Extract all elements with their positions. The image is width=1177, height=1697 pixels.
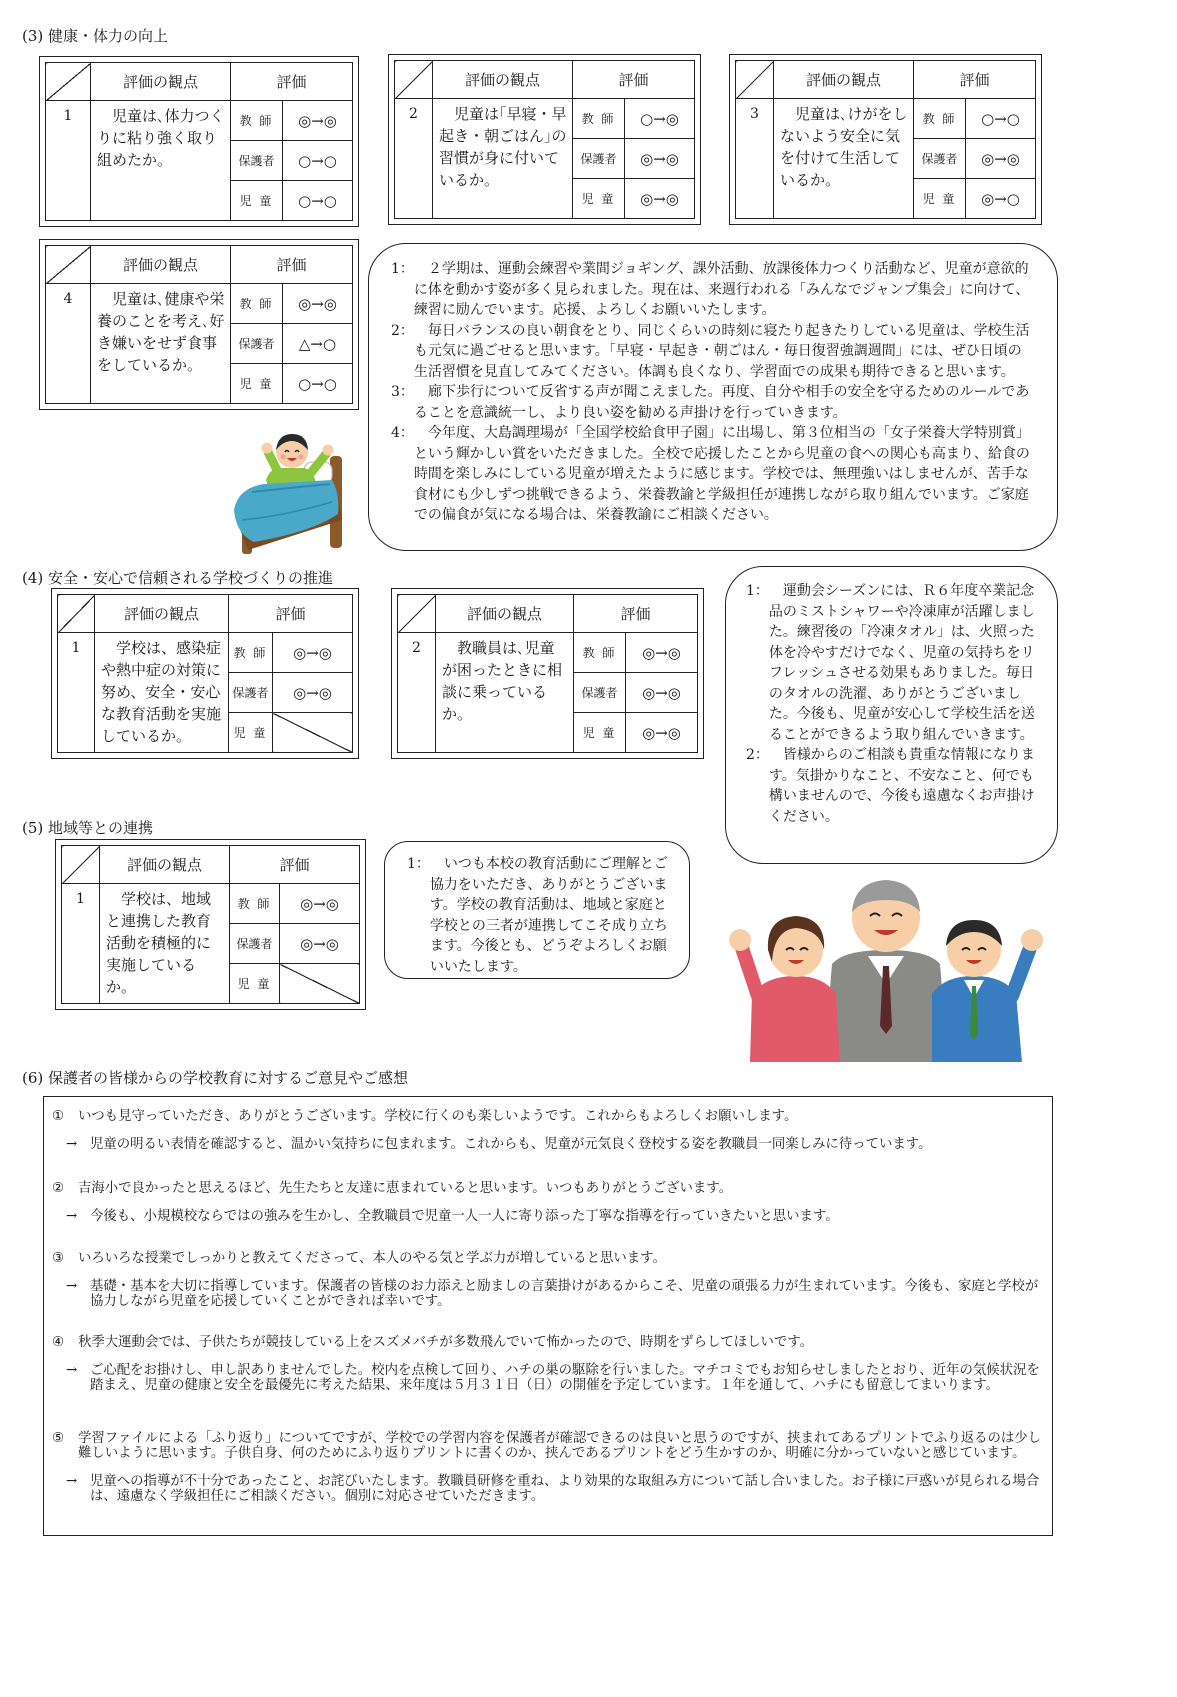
parent-label: 保護者 <box>574 673 626 713</box>
rating-header: 評価 <box>230 846 360 884</box>
opinion-text: いろいろな授業でしっかりと教えてくださって、本人のやる気と学ぶ力が増していると思います。 <box>78 1251 666 1266</box>
viewpoint-header: 評価の観点 <box>100 846 230 884</box>
item-number: 3 <box>736 99 774 219</box>
child-rating: ◎→◎ <box>626 713 698 753</box>
parent-label: 保護者 <box>229 673 273 713</box>
opinion-text: 吉海小で良かったと思えるほど、先生たちと友達に恵まれていると思います。いつもありがとうございます。 <box>78 1181 732 1196</box>
child-rating-blank <box>280 964 360 1004</box>
comment-item <box>746 745 1043 827</box>
rating-header: 評価 <box>914 61 1036 99</box>
viewpoint-header: 評価の観点 <box>95 595 229 633</box>
eval-table-4-1 <box>57 594 353 753</box>
rating-header: 評価 <box>231 246 353 284</box>
child-label: 児 童 <box>229 713 273 753</box>
parent-rating: ◎→◎ <box>273 673 353 713</box>
child-rating: ○→○ <box>283 364 353 404</box>
opinion-number: ③ <box>52 1251 65 1266</box>
opinion-item <box>52 1431 1044 1504</box>
opinion-text: 秋季大運動会では、子供たちが競技している上をスズメバチが多数飛んでいて怖かったので、時期をずらしてほしいです。 <box>78 1335 814 1350</box>
child-rating: ○→○ <box>283 181 353 221</box>
comment-text: 今年度、大島調理場が「全国学校給食甲子園」に出場し、第３位相当の「女子栄養大学特別賞」という輝かしい賞をいただきました。全校で応援したことから児童の食への関心も高まり、給食の時間を楽しみにしている児童が増えたように感じます。学校では、無理強いはしませんが、苦手な食材にも少しずつ挑戦できるよう、栄養教諭と学級担任が連携しながら取り組んでいます。ご家庭での偏食が気になる場合は、栄養教諭にご相談ください。 <box>413 425 1030 523</box>
child-rating: ◎→○ <box>966 179 1036 219</box>
section4-comment-box <box>725 566 1058 864</box>
teacher-rating: ◎→◎ <box>626 633 698 673</box>
corner-cell <box>46 63 91 101</box>
comment-number: 2： <box>391 322 414 339</box>
item-number: 4 <box>46 284 91 404</box>
opinion-item <box>52 1109 1044 1152</box>
viewpoint-text: 教職員は､児童が困ったときに相談に乗っているか。 <box>436 633 574 753</box>
viewpoint-header: 評価の観点 <box>91 63 231 101</box>
viewpoint-header: 評価の観点 <box>433 61 573 99</box>
corner-cell <box>395 61 433 99</box>
eval-table-5-1 <box>61 845 360 1004</box>
teacher-label: 教 師 <box>914 99 966 139</box>
child-label: 児 童 <box>231 181 283 221</box>
rating-header: 評価 <box>229 595 353 633</box>
comment-number: 1： <box>746 583 769 599</box>
eval-table-3-1 <box>45 62 353 221</box>
viewpoint-header: 評価の観点 <box>91 246 231 284</box>
school-response: 基礎・基本を大切に指導しています。保護者の皆様のお力添えと励ましの言葉掛けがあるからこそ、児童の頑張る力が生まれています。今後も、家庭と学校が協力しながら児童を応援していくことができれば幸いです。 <box>90 1279 1039 1309</box>
eval-table-3-4 <box>45 245 353 404</box>
eval-table-4-2 <box>397 594 698 753</box>
corner-cell <box>46 246 91 284</box>
parent-label: 保護者 <box>231 324 283 364</box>
child-rating: ◎→◎ <box>625 179 695 219</box>
comment-item <box>391 259 1035 321</box>
parent-label: 保護者 <box>230 924 280 964</box>
comment-item <box>407 854 677 977</box>
parent-label: 保護者 <box>573 139 625 179</box>
corner-cell <box>58 595 95 633</box>
parent-rating: ◎→◎ <box>625 139 695 179</box>
viewpoint-text: 児童は､体力つくりに粘り強く取り組めたか。 <box>91 101 231 221</box>
comment-text: 廊下歩行について反省する声が聞こえました。再度、自分や相手の安全を守るためのルールであることを意識統一し、より良い姿を勧める声掛けを行っていきます。 <box>413 384 1030 421</box>
comment-text: 運動会シーズンには、Ｒ６年度卒業記念品のミストシャワーや冷凍庫が活躍しました。練習後の「冷凍タオル」は、火照った体を冷やすだけでなく、児童の気持ちをリフレッシュさせる効果もありました。毎日のタオルの洗濯、ありがとうございました。今後も、児童が安心して学校生活を送ることができるよう取り組んでいきます。 <box>768 583 1035 743</box>
comment-text: 皆様からのご相談も貴重な情報になります。気掛かりなこと、不安なこと、何でも構いませんので、今後も遠慮なくお声掛けください。 <box>768 747 1035 825</box>
school-response: 今後も、小規模校ならではの強みを生かし、全教職員で児童一人一人に寄り添った丁寧な指導を行っていきたいと思います。 <box>90 1209 839 1224</box>
item-number: 1 <box>58 633 95 753</box>
item-number: 1 <box>46 101 91 221</box>
teacher-label: 教 師 <box>229 633 273 673</box>
viewpoint-text: 児童は､健康や栄養のことを考え､好き嫌いをせず食事をしているか。 <box>91 284 231 404</box>
parent-rating: △→○ <box>283 324 353 364</box>
comment-number: 1： <box>407 856 430 872</box>
comment-item <box>391 382 1035 423</box>
rating-header: 評価 <box>573 61 695 99</box>
item-number: 2 <box>398 633 436 753</box>
section6-heading: (6) 保護者の皆様からの学校教育に対するご意見やご感想 <box>22 1069 409 1087</box>
comment-item <box>391 423 1035 526</box>
section4-heading: (4) 安全・安心で信頼される学校づくりの推進 <box>22 569 334 587</box>
parent-label: 保護者 <box>914 139 966 179</box>
teacher-rating: ◎→◎ <box>280 884 360 924</box>
rating-header: 評価 <box>574 595 698 633</box>
teacher-label: 教 師 <box>231 284 283 324</box>
viewpoint-text: 児童は､けがをしないよう安全に気を付けて生活しているか。 <box>774 99 914 219</box>
child-label: 児 童 <box>230 964 280 1004</box>
corner-cell <box>62 846 100 884</box>
arrow-icon: → <box>66 1474 78 1489</box>
teacher-label: 教 師 <box>573 99 625 139</box>
parent-rating: ◎→◎ <box>626 673 698 713</box>
cheering-people-illustration <box>728 866 1046 1062</box>
child-label: 児 童 <box>914 179 966 219</box>
section5-comment-box <box>384 841 690 979</box>
child-label: 児 童 <box>573 179 625 219</box>
comment-text: ２学期は、運動会練習や業間ジョギング、課外活動、放課後体力つくり活動など、児童が意欲的に体を動かす姿が多く見られました。現在は、来週行われる「みんなでジャンプ集会」に向けて、練習に励んでいます。応援、よろしくお願いいたします。 <box>413 261 1030 318</box>
section5-heading: (5) 地域等との連携 <box>22 819 154 837</box>
arrow-icon: → <box>66 1137 78 1152</box>
opinion-number: ⑤ <box>52 1431 65 1446</box>
school-response: 児童への指導が不十分であったこと、お詫びいたします。教職員研修を重ね、より効果的な取組み方について話し合いました。お子様に戸惑いが見られる場合は、遠慮なく学級担任にご相談ください。個別に対応させていただきます。 <box>90 1474 1040 1504</box>
parent-rating: ◎→◎ <box>966 139 1036 179</box>
arrow-icon: → <box>66 1279 78 1294</box>
comment-number: 1： <box>391 261 414 277</box>
viewpoint-text: 学校は、地域と連携した教育活動を積極的に実施しているか。 <box>100 884 230 1004</box>
opinions-box <box>43 1096 1053 1536</box>
opinion-number: ④ <box>52 1335 65 1350</box>
eval-table-3-3 <box>735 60 1036 219</box>
teacher-rating: ○→○ <box>966 99 1036 139</box>
opinion-item <box>52 1251 1044 1309</box>
opinion-text: 学習ファイルによる「ふり返り」についてですが、学校での学習内容を保護者が確認できるのは良いと思うのですが、挟まれてあるプリントでふり返るのは少し難しいように思います。子供自身、何のためにふり返りプリントに書くのか、挟んであるプリントをどう生かすのか、明確に分かっていないと感じています。 <box>78 1431 1042 1461</box>
rating-header: 評価 <box>231 63 353 101</box>
parent-rating: ◎→◎ <box>280 924 360 964</box>
child-label: 児 童 <box>231 364 283 404</box>
child-label: 児 童 <box>574 713 626 753</box>
school-response: 児童の明るい表情を確認すると、温かい気持ちに包まれます。これからも、児童が元気良く登校する姿を教職員一同楽しみに待っています。 <box>90 1137 932 1152</box>
viewpoint-header: 評価の観点 <box>774 61 914 99</box>
comment-item <box>391 321 1035 383</box>
opinion-item <box>52 1335 1044 1393</box>
item-number: 1 <box>62 884 100 1004</box>
opinion-item <box>52 1181 1044 1224</box>
section3-heading: (3) 健康・体力の向上 <box>22 27 169 45</box>
comment-text: いつも本校の教育活動にご理解とご協力をいただき、ありがとうございます。学校の教育活動は、地域と家庭と学校との三者が連携してこそ成り立ちます。今後とも、どうぞよろしくお願いいたします。 <box>429 856 668 975</box>
comment-number: 4： <box>391 425 414 441</box>
teacher-label: 教 師 <box>230 884 280 924</box>
comment-text: 毎日バランスの良い朝食をとり、同じくらいの時刻に寝たり起きたりしている児童は、学校生活も元気に過ごせると思います。「早寝・早起き・朝ごはん・毎日復習強調週間」には、ぜひ日頃の生活習慣を見直してみてください。体調も良くなり、学習面での成果も期待できると思います。 <box>413 322 1030 380</box>
section3-comment-box <box>368 243 1058 551</box>
child-rating-blank <box>273 713 353 753</box>
viewpoint-text: 学校は、感染症や熱中症の対策に努め、安全・安心な教育活動を実施しているか。 <box>95 633 229 753</box>
teacher-label: 教 師 <box>231 101 283 141</box>
teacher-rating: ◎→◎ <box>273 633 353 673</box>
comment-number: 3： <box>391 384 414 400</box>
school-response: ご心配をお掛けし、申し訳ありませんでした。校内を点検して回り、ハチの巣の駆除を行いました。マチコミでもお知らせしましたとおり、近年の気候状況を踏まえ、児童の健康と安全を最優先に考えた結果、来年度は５月３１日（日）の開催を予定しています。１年を通して、ハチにも留意してまいります。 <box>90 1363 1040 1393</box>
opinion-number: ① <box>52 1109 65 1124</box>
viewpoint-header: 評価の観点 <box>436 595 574 633</box>
teacher-rating: ◎→◎ <box>283 284 353 324</box>
item-number: 2 <box>395 99 433 219</box>
parent-label: 保護者 <box>231 141 283 181</box>
comment-number: 2： <box>746 747 769 763</box>
eval-table-3-2 <box>394 60 695 219</box>
opinion-number: ② <box>52 1181 65 1196</box>
arrow-icon: → <box>66 1363 78 1378</box>
teacher-rating: ○→◎ <box>625 99 695 139</box>
parent-rating: ○→○ <box>283 141 353 181</box>
opinion-text: いつも見守っていただき、ありがとうございます。学校に行くのも楽しいようです。これからもよろしくお願いします。 <box>78 1109 798 1124</box>
corner-cell <box>736 61 774 99</box>
teacher-rating: ◎→◎ <box>283 101 353 141</box>
comment-item <box>746 581 1043 745</box>
viewpoint-text: 児童は｢早寝・早起き・朝ごはん｣の習慣が身に付いているか。 <box>433 99 573 219</box>
arrow-icon: → <box>66 1209 78 1224</box>
boy-waking-in-bed-illustration <box>228 428 356 558</box>
teacher-label: 教 師 <box>574 633 626 673</box>
corner-cell <box>398 595 436 633</box>
